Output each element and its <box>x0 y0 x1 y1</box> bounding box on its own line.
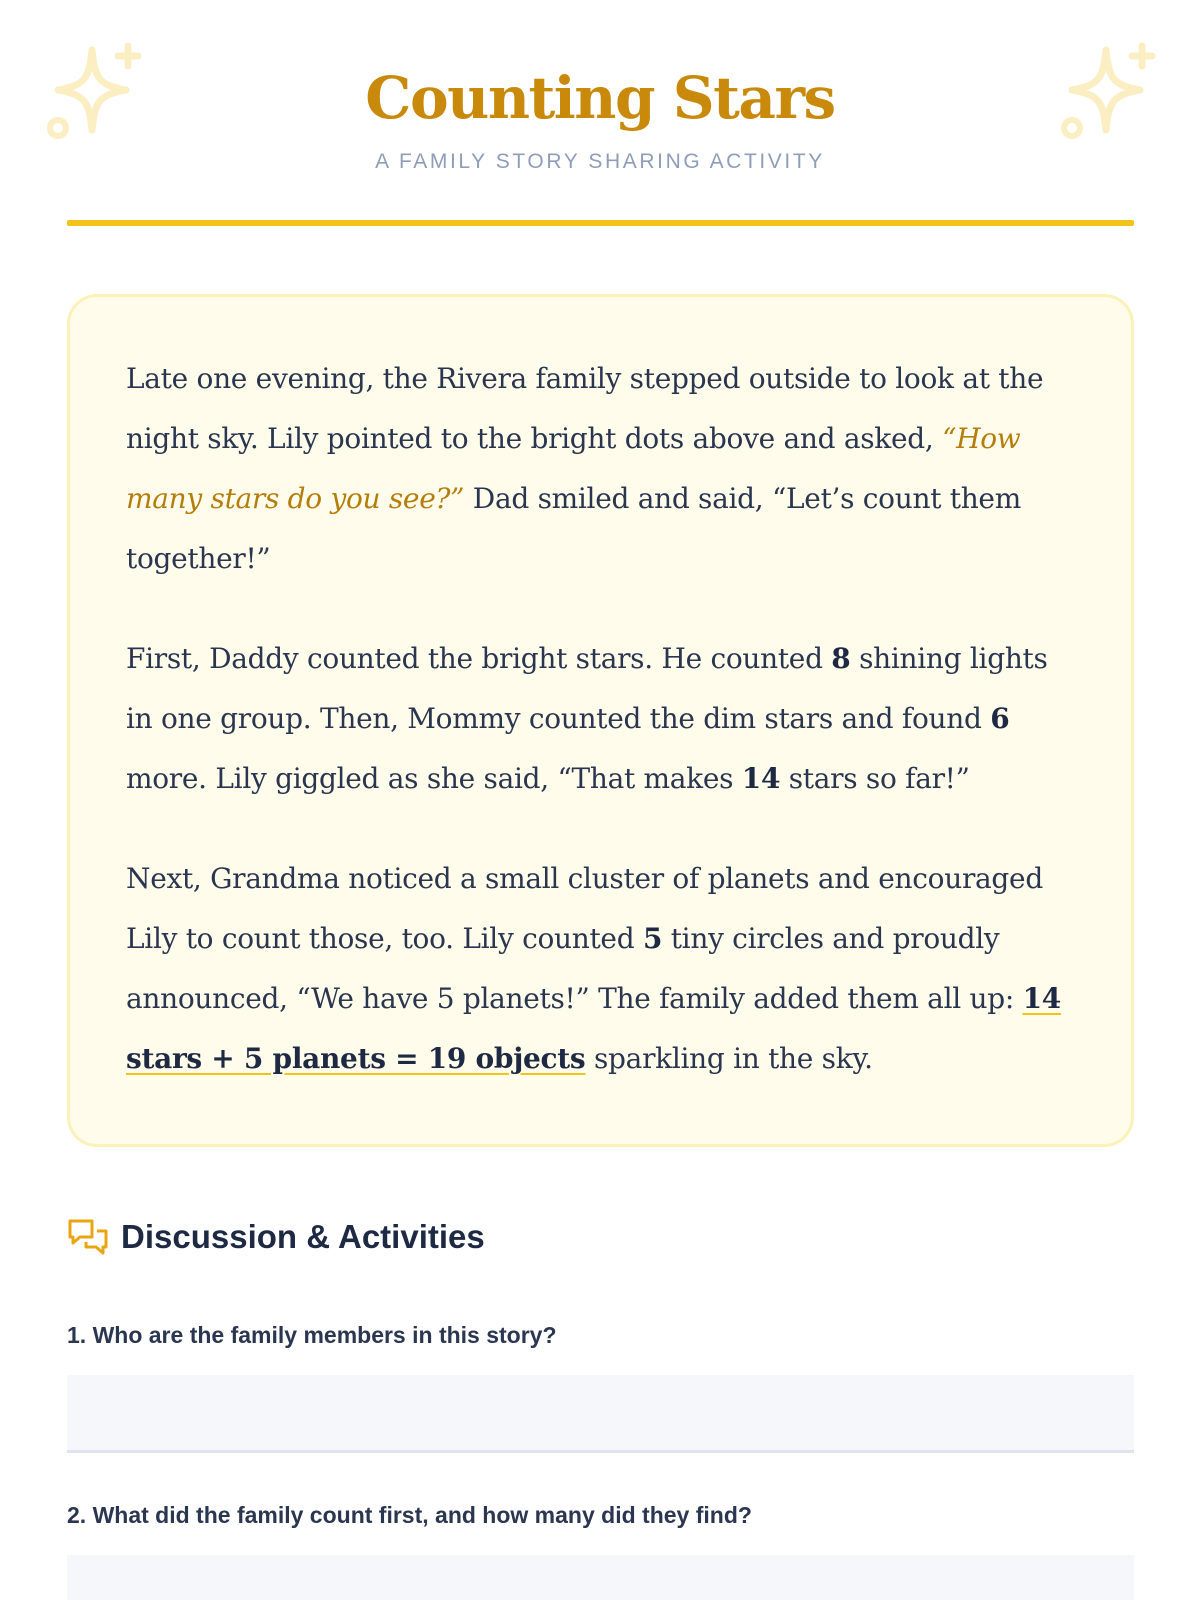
story-number: 14 <box>741 762 781 795</box>
story-paragraph-1 <box>126 349 1075 589</box>
story-text: stars so far!” <box>780 762 970 795</box>
story-text: First, Daddy counted the bright stars. He counted <box>126 642 832 675</box>
story-text: Next, Grandma noticed a small cluster of planets and encouraged Lily to count those, too. Lily counted <box>126 862 1043 955</box>
discussion-title: Discussion & Activities <box>121 1218 485 1255</box>
story-text: tiny circles and proudly announced, “We have 5 planets!” The family added them all up: <box>126 922 1023 1015</box>
story-number: 5 <box>642 922 663 955</box>
story-paragraph-2 <box>126 629 1075 809</box>
answer-field-1[interactable] <box>67 1375 1134 1453</box>
story-number: 8 <box>831 642 851 675</box>
page-title: Counting Stars <box>365 64 835 132</box>
story-text: sparkling in the sky. <box>585 1042 873 1075</box>
page-subtitle: A FAMILY STORY SHARING ACTIVITY <box>375 150 825 173</box>
header-divider <box>67 220 1134 226</box>
story-equation: 14 stars + 5 planets = 19 objects <box>126 982 1061 1075</box>
story-quote: “How many stars do you see?” <box>126 422 1021 515</box>
chat-bubbles-icon <box>67 1216 109 1258</box>
story-card <box>67 294 1134 1147</box>
discussion-header <box>67 1214 485 1260</box>
story-text: Dad smiled and said, “Let’s count them together!” <box>126 482 1021 575</box>
question-2: 2. What did the family count first, and how many did they find? <box>67 1502 752 1528</box>
story-number: 6 <box>990 702 1010 735</box>
story-text: more. Lily giggled as she said, “That makes <box>126 762 742 795</box>
story-text: Late one evening, the Rivera family stepped outside to look at the night sky. Lily pointed to the bright dots above and asked, <box>126 362 1044 455</box>
question-1: 1. Who are the family members in this story? <box>67 1322 557 1348</box>
story-text: shining lights in one group. Then, Mommy counted the dim stars and found <box>126 642 1048 735</box>
story-paragraph-3 <box>126 849 1075 1089</box>
answer-field-2[interactable] <box>67 1555 1134 1600</box>
